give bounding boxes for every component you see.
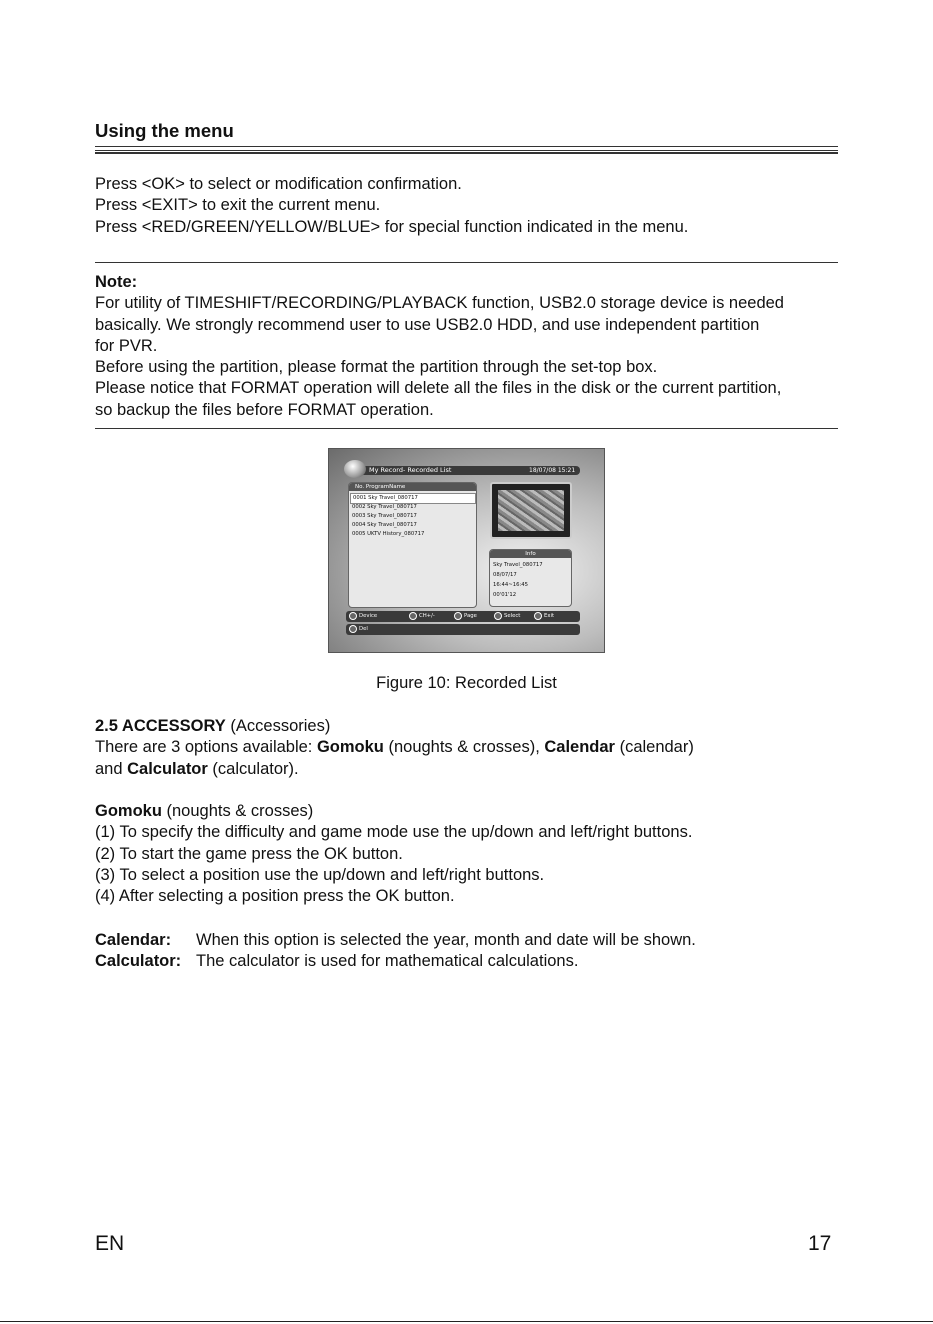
help-channel: CH+/- bbox=[409, 611, 435, 622]
footer-language: EN bbox=[95, 1232, 125, 1255]
program-list bbox=[348, 482, 477, 608]
button-icon bbox=[349, 612, 357, 620]
help-exit: Exit bbox=[534, 611, 554, 622]
help-page: Page bbox=[454, 611, 477, 622]
calculator-text: The calculator is used for mathematical calculations. bbox=[196, 952, 579, 970]
button-icon bbox=[349, 625, 357, 633]
screen-title: My Record- Recorded List bbox=[369, 466, 452, 474]
heading-rule bbox=[95, 146, 838, 151]
info-line: 16:44~16:45 bbox=[493, 582, 528, 588]
press-instructions bbox=[95, 174, 688, 238]
help-bar bbox=[346, 611, 580, 622]
accessory-heading: 2.5 ACCESSORY bbox=[95, 717, 226, 735]
button-icon bbox=[534, 612, 542, 620]
info-header: Info bbox=[490, 550, 571, 558]
help-select: Select bbox=[494, 611, 520, 622]
press-line: Press <OK> to select or modification confirmation. bbox=[95, 175, 462, 193]
accessory-line-1: There are 3 options available: Gomoku (noughts & crosses), Calendar (calendar) bbox=[95, 738, 694, 757]
accessory-heading-line: 2.5 ACCESSORY (Accessories) bbox=[95, 717, 331, 735]
page-bottom-rule bbox=[0, 1321, 933, 1322]
list-item[interactable]: 0005 UKTV History_080717 bbox=[352, 531, 425, 537]
note-block bbox=[95, 272, 784, 421]
info-line: Sky Travel_080717 bbox=[493, 562, 543, 568]
help-device: Device bbox=[349, 611, 377, 622]
preview-image bbox=[498, 490, 564, 531]
section-heading: Using the menu bbox=[95, 120, 234, 141]
button-icon bbox=[409, 612, 417, 620]
calculator-term: Calculator: bbox=[95, 952, 182, 970]
list-item[interactable]: 0001 Sky Travel_080717 bbox=[350, 493, 476, 504]
program-list-header: No. ProgramName bbox=[349, 483, 476, 491]
info-line: 08/07/17 bbox=[493, 572, 517, 578]
calendar-text: When this option is selected the year, month and date will be shown. bbox=[196, 931, 696, 949]
accessory-section bbox=[95, 716, 694, 780]
note-label: Note: bbox=[95, 273, 138, 291]
button-icon bbox=[494, 612, 502, 620]
press-line: Press <RED/GREEN/YELLOW/BLUE> for special function indicated in the menu. bbox=[95, 217, 689, 236]
help-bar-2 bbox=[346, 624, 580, 635]
note-line: Please notice that FORMAT operation will delete all the files in the disk or the current partition, bbox=[95, 379, 782, 398]
note-line: basically. We strongly recommend user to use USB2.0 HDD, and use independent partition bbox=[95, 315, 760, 334]
accessory-line-2: and Calculator (calculator). bbox=[95, 759, 299, 778]
figure-caption: Figure 10: Recorded List bbox=[376, 674, 557, 692]
note-bottom-rule bbox=[95, 428, 838, 429]
logo-icon bbox=[344, 460, 366, 478]
gomoku-section bbox=[95, 801, 692, 907]
recorded-list-screenshot bbox=[328, 448, 605, 653]
page-number: 17 bbox=[808, 1232, 832, 1255]
calendar-term: Calendar: bbox=[95, 931, 172, 949]
note-top-rule bbox=[95, 262, 838, 263]
button-icon bbox=[454, 612, 462, 620]
help-delete: Del bbox=[349, 624, 368, 635]
info-panel bbox=[489, 549, 572, 607]
info-line: 00'01'12 bbox=[493, 592, 517, 598]
screen-datetime: 18/07/08 15:21 bbox=[529, 467, 576, 474]
heading-rule-bottom bbox=[95, 152, 838, 154]
note-line: Before using the partition, please format the partition through the set-top box. bbox=[95, 358, 658, 377]
gomoku-step: (2) To start the game press the OK button. bbox=[95, 844, 403, 863]
list-item[interactable]: 0004 Sky Travel_080717 bbox=[352, 522, 417, 528]
note-line: for PVR. bbox=[95, 336, 158, 355]
gomoku-step: (4) After selecting a position press the OK button. bbox=[95, 887, 455, 906]
list-item[interactable]: 0002 Sky Travel_080717 bbox=[352, 504, 417, 510]
gomoku-step: (1) To specify the difficulty and game mode use the up/down and left/right buttons. bbox=[95, 823, 693, 842]
list-item[interactable]: 0003 Sky Travel_080717 bbox=[352, 513, 417, 519]
note-line: For utility of TIMESHIFT/RECORDING/PLAYBACK function, USB2.0 storage device is needed bbox=[95, 294, 784, 313]
press-line: Press <EXIT> to exit the current menu. bbox=[95, 196, 381, 215]
note-line: so backup the files before FORMAT operation. bbox=[95, 400, 434, 419]
video-preview bbox=[490, 482, 572, 539]
gomoku-heading: Gomoku (noughts & crosses) bbox=[95, 802, 314, 820]
gomoku-step: (3) To select a position use the up/down and left/right buttons. bbox=[95, 865, 545, 884]
